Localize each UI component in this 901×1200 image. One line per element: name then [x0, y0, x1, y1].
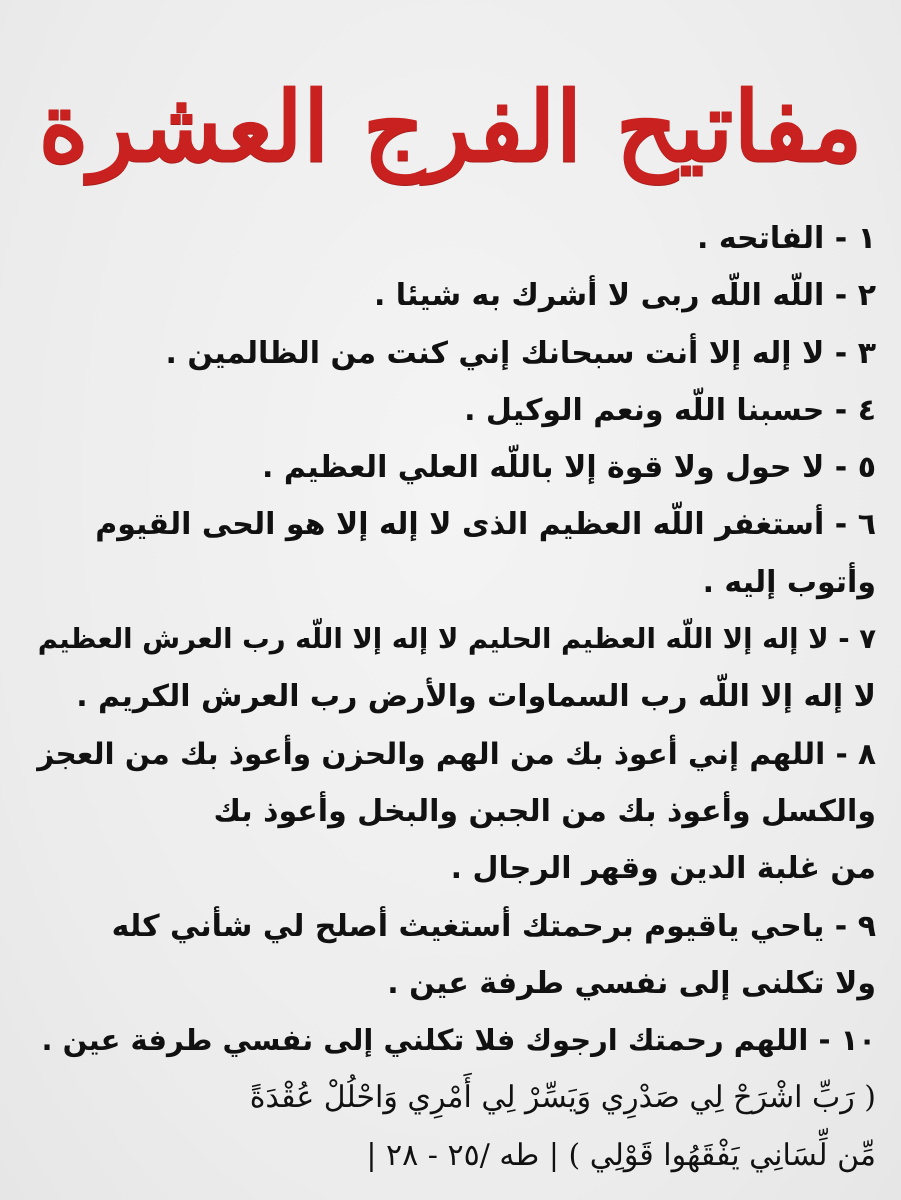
list-item-continuation: وأتوب إليه . [702, 564, 876, 600]
list-item-continuation: من غلبة الدين وقهر الرجال . [450, 851, 876, 887]
list-item: ٢ - اللّه اللّه ربى لا أشرك به شيئا . [373, 278, 876, 314]
quran-verse-reference: مِّن لِّسَانِي يَفْقَهُوا قَوْلِي ) | طه /٢٥ - ٢٨ | [366, 1137, 876, 1173]
page-title: مفاتيح الفرج العشرة [38, 70, 863, 183]
list-item: ٣ - لا إله إلا أنت سبحانك إني كنت من الظالمين . [165, 335, 876, 371]
list-item: ٥ - لا حول ولا قوة إلا باللّه العلي العظيم . [262, 450, 876, 486]
list-item: ١ - الفاتحه . [697, 221, 876, 256]
list-item: ٧ - لا إله إلا اللّه العظيم الحليم لا إله إلا اللّه رب العرش العظيم [37, 623, 876, 656]
list-item-continuation: والكسل وأعوذ بك من الجبن والبخل وأعوذ بك [213, 793, 876, 829]
list-item-continuation: ولا تكلنى إلى نفسي طرفة عين . [387, 965, 876, 1001]
remedies-list [30, 210, 876, 1184]
quran-verse: ( رَبِّ اشْرَحْ لِي صَدْرِي وَيَسِّرْ لِي أَمْرِي وَاحْلُلْ عُقْدَةً [249, 1080, 876, 1116]
list-item: ١٠ - اللهم رحمتك ارجوك فلا تكلني إلى نفسي طرفة عين . [41, 1023, 876, 1058]
list-item: ٩ - ياحي ياقيوم برحمتك أستغيث أصلح لي شأني كله [111, 908, 876, 944]
list-item-continuation: لا إله إلا اللّه رب السماوات والأرض رب العرش الكريم . [76, 679, 876, 715]
list-item: ٦ - أستغفر اللّه العظيم الذى لا إله إلا هو الحى القيوم [95, 507, 876, 543]
list-item: ٤ - حسبنا اللّه ونعم الوكيل . [464, 392, 876, 428]
list-item: ٨ - اللهم إني أعوذ بك من الهم والحزن وأعوذ بك من العجز [37, 736, 876, 771]
